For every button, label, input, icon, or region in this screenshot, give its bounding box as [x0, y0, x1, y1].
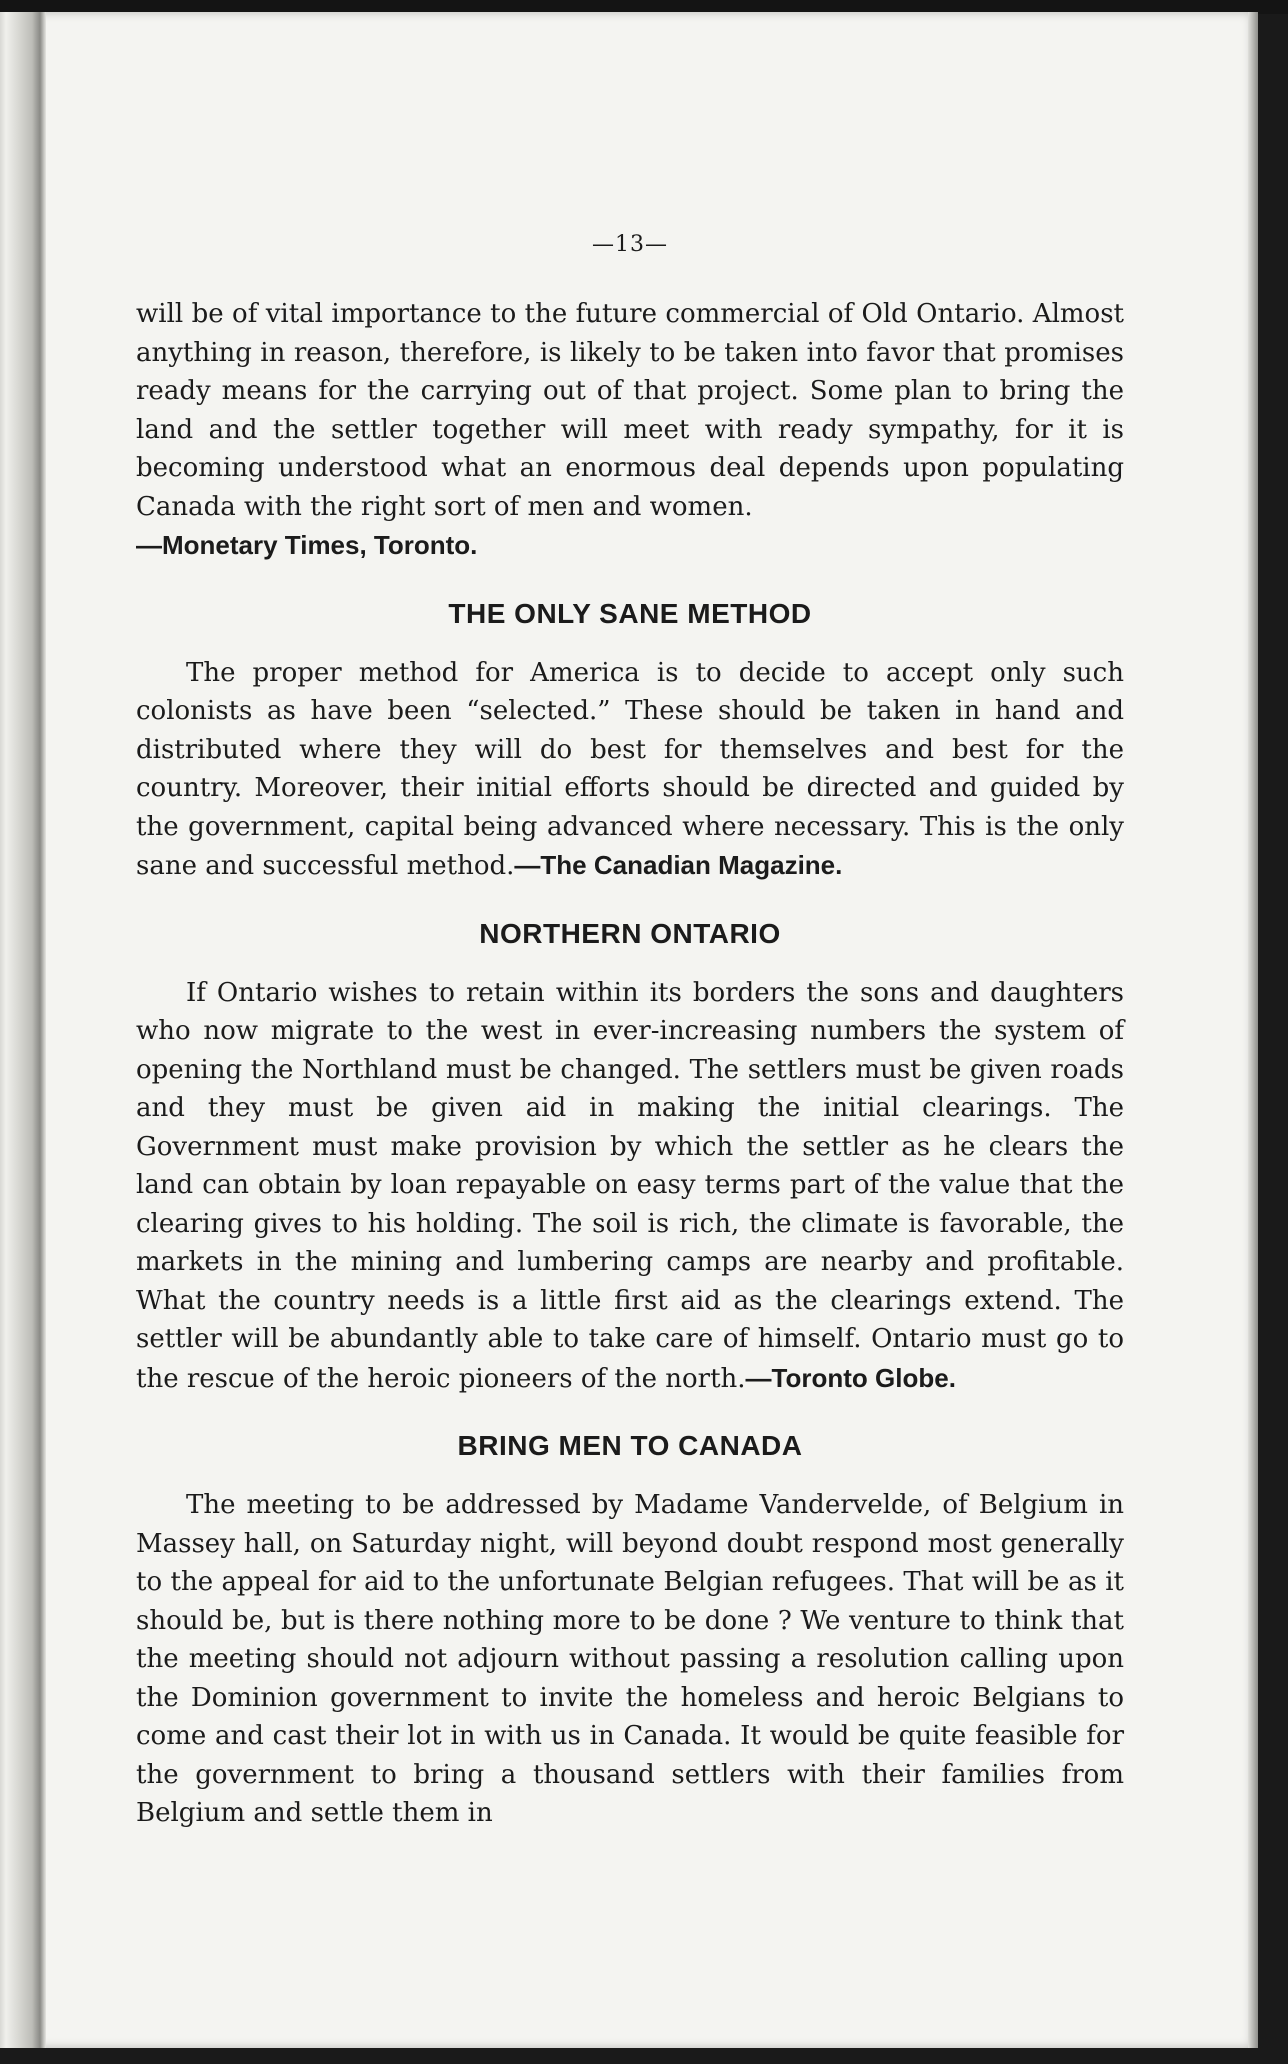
book-page: [0, 12, 1258, 2048]
article-northern-ontario: [136, 914, 1124, 1399]
section-heading: THE ONLY SANE METHOD: [448, 597, 812, 629]
source-attribution: —The Canadian Magazine.: [514, 850, 843, 880]
article-monetary-times: [136, 295, 1124, 566]
section-heading: BRING MEN TO CANADA: [457, 1430, 803, 1461]
paragraph-text: The proper method for America is to decide to accept only such colonists as have been “selected.” These should be taken in hand and distributed where they will do best for themselves and best for the country. Moreover, their initial efforts should be directed and guided by the government, capital being advanced where necessary. This is the only sane and successful method.: [136, 657, 1124, 881]
page-content: [136, 230, 1124, 1833]
paragraph-text: The meeting to be addressed by Madame Vandervelde, of Belgium in Massey hall, on Saturday night, will beyond doubt respond most generally to the appeal for aid to the unfortunate Belgian refugees. That will be as it should be, but is there nothing more to be done ? We venture to think that the meeting should not adjourn without passing a resolution calling upon the Dominion government to invite the homeless and heroic Belgians to come and cast their lot in with us in Canada. It would be quite feasible for the government to bring a thousand settlers with their families from Belgium and settle them in: [136, 1490, 1124, 1828]
paragraph-text: will be of vital importance to the future commercial of Old Ontario. Almost anything in reason, therefore, is likely to be taken into favor that promises ready means for the carrying out of that project. Some plan to bring the land and the settler together will meet with ready sympathy, for it is becoming understood what an enormous deal depends upon populating Canada with the right sort of men and women.: [136, 299, 1124, 522]
page-right-edge: [1248, 12, 1258, 2048]
paragraph: [136, 654, 1124, 886]
paragraph-text: If Ontario wishes to retain within its borders the sons and daughters who now migrate to the west in ever-increasing numbers the system of opening the Northland must be changed. The settlers must be given roads and they must be given aid in making the initial clearings. The Government must make provision by which the settler as he clears the land can obtain by loan repayable on easy terms part of the value that the clearing gives to his holding. The soil is rich, the climate is favorable, the markets in the mining and lumbering camps are nearby and profitable. What the country needs is a little first aid as the clearings extend. The settler will be abundantly able to take care of himself. Ontario must go to the rescue of the heroic pioneers of the north.: [136, 977, 1124, 1394]
page-binding-edge: [0, 12, 46, 2048]
article-only-sane-method: [136, 594, 1124, 886]
source-line: [136, 526, 1124, 566]
source-attribution: —Monetary Times, Toronto.: [136, 530, 478, 560]
paragraph: [136, 974, 1124, 1399]
paragraph: [136, 1486, 1124, 1833]
article-bring-men-to-canada: [136, 1426, 1124, 1833]
source-attribution: —Toronto Globe.: [745, 1362, 956, 1393]
paragraph: [136, 295, 1124, 526]
section-heading: NORTHERN ONTARIO: [479, 917, 781, 949]
page-number: —13—: [592, 232, 668, 257]
